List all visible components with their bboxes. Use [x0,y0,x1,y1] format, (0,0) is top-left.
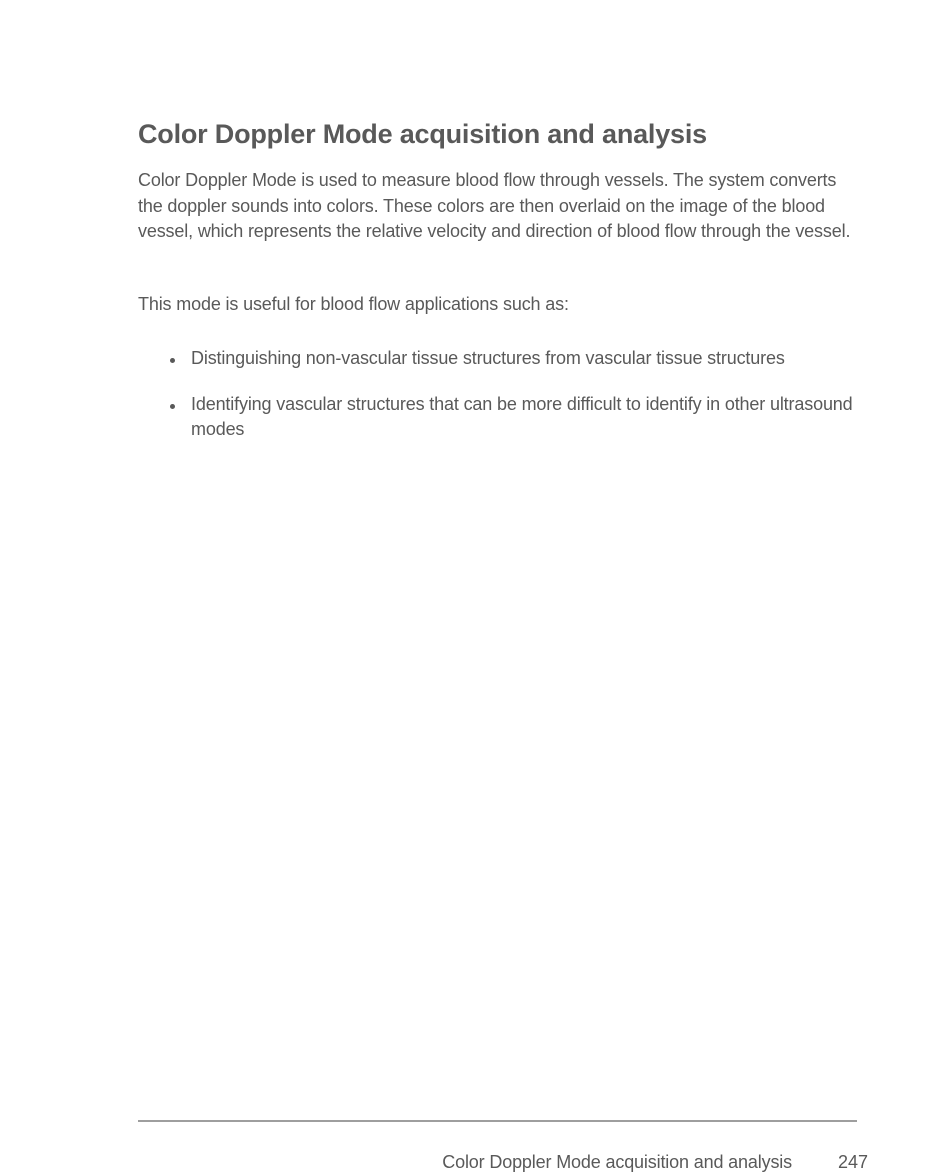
footer-section-title: Color Doppler Mode acquisition and analysis [442,1152,792,1172]
footer-page-number: 247 [838,1152,869,1172]
intro-paragraph: Color Doppler Mode is used to measure blood flow through vessels. The system converts the doppler sounds into colors. These colors are then overlaid on the image of the blood vessel, which represents the relative velocity and direction of blood flow through the vessel. [138,170,851,241]
page-title: Color Doppler Mode acquisition and analysis [138,119,707,149]
bullet-icon [170,358,175,363]
list-item-text: Identifying vascular structures that can be more difficult to identify in other ultrasound modes [191,393,853,439]
footer-divider [138,1120,857,1122]
applications-list [138,346,863,463]
lead-paragraph: This mode is useful for blood flow applications such as: [138,294,569,314]
list-item-text: Distinguishing non-vascular tissue structures from vascular tissue structures [191,348,785,368]
list-item [138,392,863,443]
bullet-icon [170,404,175,409]
list-item [138,346,863,372]
